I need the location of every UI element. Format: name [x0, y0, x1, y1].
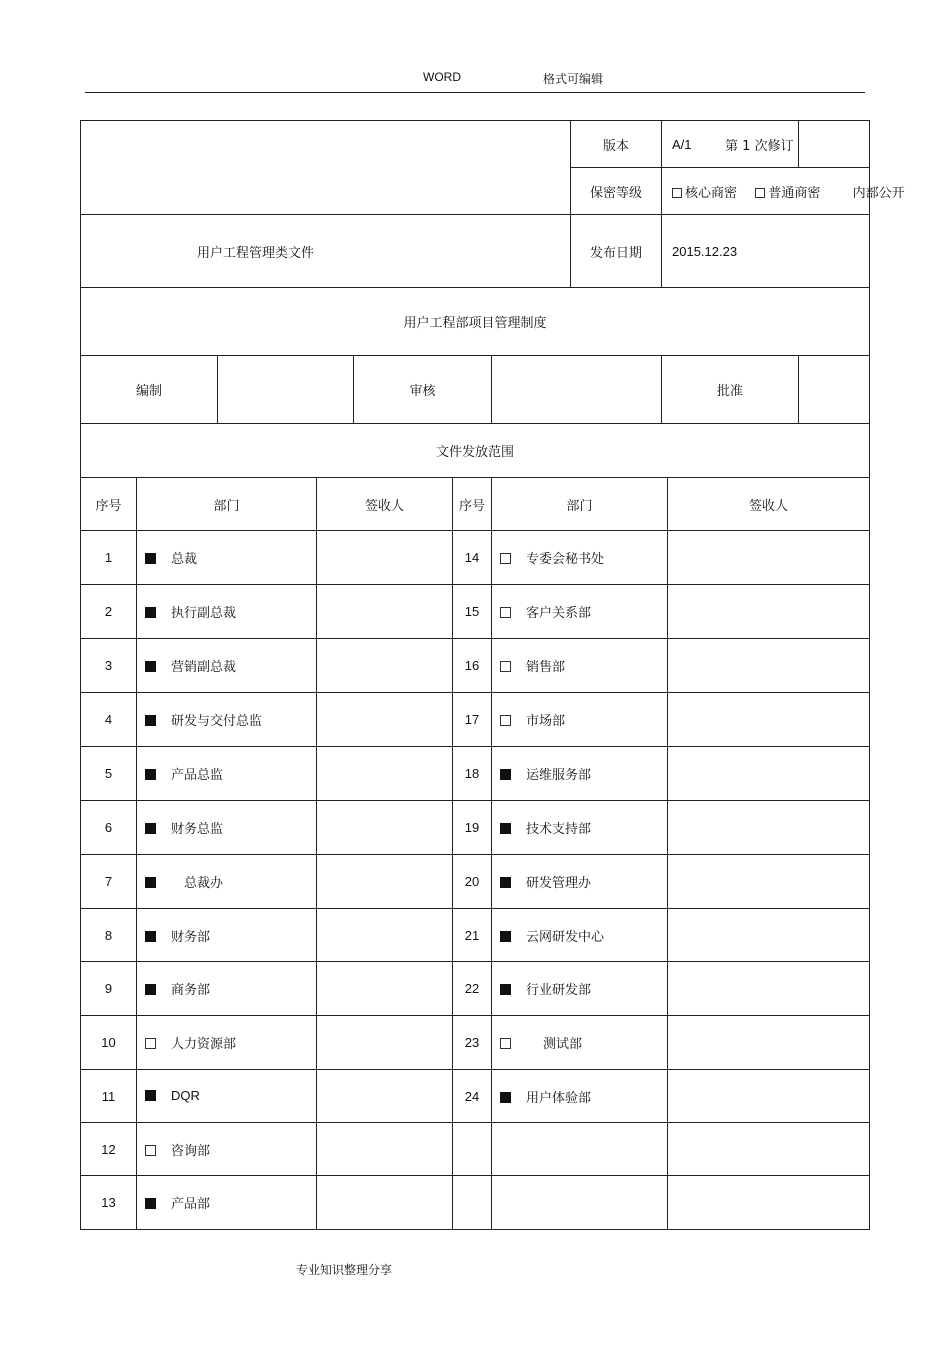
- dept-checkbox[interactable]: [145, 931, 156, 942]
- dept-name: 总裁: [171, 552, 198, 567]
- dept-name: 行业研发部: [526, 983, 592, 998]
- dept-name: 咨询部: [171, 1143, 211, 1159]
- distribution-rows: [81, 531, 870, 1230]
- dept-checkbox[interactable]: [145, 1145, 156, 1156]
- dept-name: 人力资源部: [171, 1037, 237, 1052]
- row-number: 8: [81, 909, 137, 962]
- dept-cell: [137, 585, 317, 639]
- signer-cell[interactable]: [317, 747, 453, 801]
- dept-checkbox[interactable]: [500, 1092, 511, 1103]
- table-row: [81, 1176, 870, 1230]
- dept-checkbox[interactable]: [500, 553, 511, 564]
- dept-name: DQR: [171, 1088, 200, 1103]
- dept-checkbox[interactable]: [500, 823, 511, 834]
- signer-cell[interactable]: [317, 1176, 453, 1230]
- table-row: [81, 1016, 870, 1070]
- compile-label: 编制: [81, 356, 218, 424]
- row-number: 11: [81, 1070, 137, 1123]
- row-number: 16: [453, 639, 492, 693]
- signer-cell[interactable]: [317, 909, 453, 962]
- dept-checkbox[interactable]: [145, 661, 156, 672]
- table-row: [81, 801, 870, 855]
- dept-checkbox[interactable]: [500, 1038, 511, 1049]
- signer-cell[interactable]: [317, 801, 453, 855]
- row-number: 6: [81, 801, 137, 855]
- signer-cell[interactable]: [317, 531, 453, 585]
- signer-cell[interactable]: [317, 1016, 453, 1070]
- dept-name: 营销副总裁: [171, 660, 237, 675]
- compile-signature[interactable]: [218, 356, 354, 424]
- dept-cell: [137, 855, 317, 909]
- review-signature[interactable]: [492, 356, 662, 424]
- dept-name: 研发与交付总监: [171, 714, 263, 729]
- signer-cell[interactable]: [317, 962, 453, 1016]
- dept-checkbox[interactable]: [145, 769, 156, 780]
- signer-cell[interactable]: [668, 585, 870, 639]
- table-row: [81, 1070, 870, 1123]
- signer-cell[interactable]: [317, 1123, 453, 1176]
- row-number: [453, 1123, 492, 1176]
- header-editable-note: 格式可编辑: [543, 72, 604, 86]
- dept-name: 云网研发中心: [526, 929, 605, 945]
- signer-cell[interactable]: [668, 962, 870, 1016]
- dept-name: 产品总监: [171, 768, 224, 783]
- col-header-dept-2: 部门: [492, 478, 668, 531]
- table-row: [81, 855, 870, 909]
- row-number: 23: [453, 1016, 492, 1070]
- date-value: 2015.12.23: [662, 215, 870, 288]
- dept-checkbox[interactable]: [500, 931, 511, 942]
- row-number: 10: [81, 1016, 137, 1070]
- signer-cell[interactable]: [317, 639, 453, 693]
- signer-cell[interactable]: [668, 1070, 870, 1123]
- date-label: 发布日期: [571, 215, 662, 288]
- row-number: 22: [453, 962, 492, 1016]
- table-row: [81, 909, 870, 962]
- dept-cell: [137, 909, 317, 962]
- signer-cell[interactable]: [668, 747, 870, 801]
- dept-name: 客户关系部: [526, 606, 592, 621]
- distribution-scope-label: 文件发放范围: [81, 424, 870, 478]
- dept-cell: [492, 1070, 668, 1123]
- dept-cell: [137, 1016, 317, 1070]
- row-number: [453, 1176, 492, 1230]
- security-label: 保密等级: [571, 168, 662, 215]
- table-row: [81, 693, 870, 747]
- dept-name: 专委会秘书处: [526, 552, 605, 567]
- dept-name: 财务总监: [171, 822, 224, 837]
- dept-checkbox[interactable]: [500, 984, 511, 995]
- dept-cell: [137, 1176, 317, 1230]
- dept-checkbox[interactable]: [145, 553, 156, 564]
- dept-name: 执行副总裁: [171, 606, 237, 621]
- checkbox-core-secret[interactable]: [672, 188, 682, 198]
- row-number: 12: [81, 1123, 137, 1176]
- dept-checkbox[interactable]: [145, 984, 156, 995]
- dept-checkbox[interactable]: [500, 715, 511, 726]
- signer-cell[interactable]: [668, 531, 870, 585]
- dept-cell: [137, 747, 317, 801]
- row-number: 9: [81, 962, 137, 1016]
- dept-cell: [492, 747, 668, 801]
- dept-cell: [492, 531, 668, 585]
- signer-cell[interactable]: [668, 909, 870, 962]
- table-row: [81, 962, 870, 1016]
- approve-label: 批准: [662, 356, 799, 424]
- dept-name: 市场部: [526, 714, 566, 729]
- col-header-dept: 部门: [137, 478, 317, 531]
- review-label: 审核: [354, 356, 492, 424]
- dept-name: 用户体验部: [526, 1090, 592, 1106]
- col-header-no: 序号: [81, 478, 137, 531]
- dept-cell: [137, 531, 317, 585]
- page-header: [85, 60, 865, 93]
- col-header-signer: 签收人: [317, 478, 453, 531]
- checkbox-general-secret[interactable]: [755, 188, 765, 198]
- dept-checkbox[interactable]: [145, 1090, 156, 1101]
- dept-cell: [137, 693, 317, 747]
- dept-cell: [137, 962, 317, 1016]
- dept-name: 测试部: [543, 1037, 583, 1052]
- table-row: [81, 531, 870, 585]
- dept-cell: [492, 855, 668, 909]
- table-row: [81, 639, 870, 693]
- signer-cell[interactable]: [668, 801, 870, 855]
- dept-cell: [137, 801, 317, 855]
- dept-checkbox[interactable]: [145, 877, 156, 888]
- dept-checkbox[interactable]: [500, 661, 511, 672]
- dept-checkbox[interactable]: [145, 1198, 156, 1209]
- dept-checkbox[interactable]: [500, 877, 511, 888]
- dept-checkbox[interactable]: [145, 823, 156, 834]
- row-number: 13: [81, 1176, 137, 1230]
- signer-cell[interactable]: [668, 1123, 870, 1176]
- dept-cell: [137, 639, 317, 693]
- category-title: 用户工程管理类文件: [81, 215, 571, 288]
- table-row: [81, 585, 870, 639]
- version-value: A/1: [662, 121, 799, 168]
- dept-name: 技术支持部: [526, 822, 592, 837]
- row-number: 20: [453, 855, 492, 909]
- row-number: 17: [453, 693, 492, 747]
- dept-checkbox[interactable]: [145, 1038, 156, 1049]
- signer-cell[interactable]: [317, 585, 453, 639]
- footer-text: 专业知识整理分享: [296, 1263, 393, 1277]
- row-number: 14: [453, 531, 492, 585]
- row-number: 7: [81, 855, 137, 909]
- row-number: 19: [453, 801, 492, 855]
- dept-cell: [492, 909, 668, 962]
- revision-number: 第 1 次修订: [799, 121, 870, 168]
- dept-cell: [137, 1070, 317, 1123]
- dept-name: 研发管理办: [526, 876, 592, 891]
- dept-cell: [492, 693, 668, 747]
- signer-cell[interactable]: [668, 1016, 870, 1070]
- option-internal-public: 内部公开: [852, 185, 905, 201]
- col-header-no-2: 序号: [453, 478, 492, 531]
- table-row: [81, 747, 870, 801]
- row-number: 15: [453, 585, 492, 639]
- row-number: 18: [453, 747, 492, 801]
- dept-name: 销售部: [526, 660, 566, 675]
- signer-cell[interactable]: [668, 639, 870, 693]
- dept-name: 运维服务部: [526, 768, 592, 783]
- row-number: 4: [81, 693, 137, 747]
- dept-name: 财务部: [171, 929, 211, 945]
- document-title: 用户工程部项目管理制度: [81, 288, 870, 356]
- dept-name: 总裁办: [184, 876, 224, 891]
- dept-cell: [492, 1176, 668, 1230]
- row-number: 3: [81, 639, 137, 693]
- dept-checkbox[interactable]: [500, 769, 511, 780]
- dept-cell: [492, 585, 668, 639]
- distribution-header-row: [81, 478, 870, 531]
- row-number: 24: [453, 1070, 492, 1123]
- signer-cell[interactable]: [668, 693, 870, 747]
- signer-cell[interactable]: [668, 855, 870, 909]
- col-header-signer-2: 签收人: [668, 478, 870, 531]
- document-table: [80, 120, 905, 1230]
- approve-signature[interactable]: [799, 356, 870, 424]
- dept-cell: [492, 1016, 668, 1070]
- dept-cell: [492, 962, 668, 1016]
- logo-area: [81, 121, 571, 215]
- signer-cell[interactable]: [317, 693, 453, 747]
- dept-cell: [492, 801, 668, 855]
- signer-cell[interactable]: [317, 855, 453, 909]
- header-word: WORD: [423, 70, 461, 84]
- version-label: 版本: [571, 121, 662, 168]
- row-number: 2: [81, 585, 137, 639]
- dept-checkbox[interactable]: [145, 715, 156, 726]
- row-number: 5: [81, 747, 137, 801]
- dept-checkbox[interactable]: [500, 607, 511, 618]
- dept-cell: [137, 1123, 317, 1176]
- signer-cell[interactable]: [668, 1176, 870, 1230]
- security-options: 核心商密 普通商密 内部公开: [662, 168, 870, 215]
- dept-cell: [492, 639, 668, 693]
- dept-name: 商务部: [171, 983, 211, 998]
- dept-checkbox[interactable]: [145, 607, 156, 618]
- signer-cell[interactable]: [317, 1070, 453, 1123]
- row-number: 21: [453, 909, 492, 962]
- dept-name: 产品部: [171, 1197, 211, 1212]
- row-number: 1: [81, 531, 137, 585]
- dept-cell: [492, 1123, 668, 1176]
- table-row: [81, 1123, 870, 1176]
